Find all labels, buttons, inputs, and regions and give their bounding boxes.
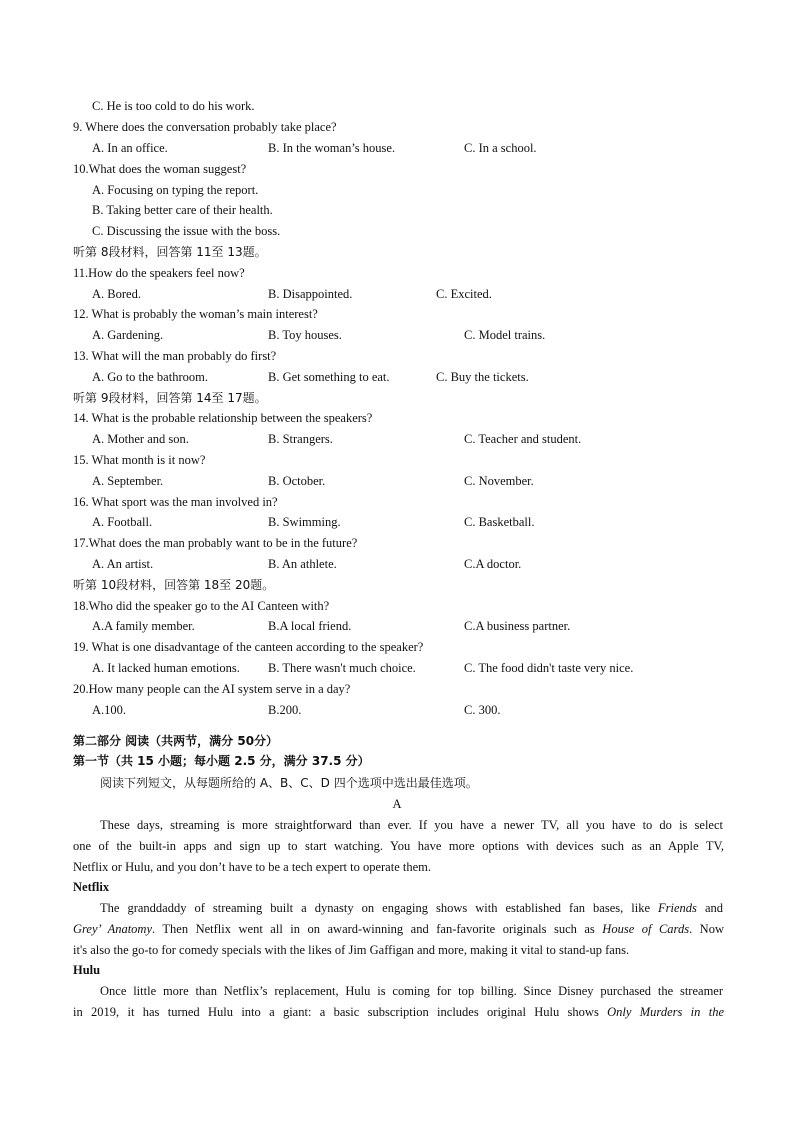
q10-option-c: C. Discussing the issue with the boss.: [92, 224, 281, 238]
q9-stem: 9. Where does the conversation probably take place?: [73, 120, 337, 134]
section-instruction-9: 听第 9段材料，回答第 14至 17题。: [73, 391, 267, 405]
q17-option-c: C.A doctor.: [464, 557, 522, 571]
q17-option-b: B. An athlete.: [268, 557, 337, 571]
passage-letter: A: [392, 797, 402, 811]
passage-line: These days, streaming is more straightforward than ever. If you have a newer TV, all you have to do is select: [100, 818, 723, 832]
q16-option-a: A. Football.: [92, 515, 153, 529]
q14-option-c: C. Teacher and student.: [464, 432, 582, 446]
reading-instruction: 阅读下列短文，从每题所给的 A、B、C、D 四个选项中选出最佳选项。: [100, 776, 478, 790]
q11-option-c: C. Excited.: [436, 287, 492, 301]
q19-stem: 19. What is one disadvantage of the canteen according to the speaker?: [73, 640, 424, 654]
q18-option-a: A.A family member.: [92, 619, 195, 633]
q13-option-c: C. Buy the tickets.: [436, 370, 529, 384]
q15-option-a: A. September.: [92, 474, 164, 488]
q9-option-c: C. In a school.: [464, 141, 537, 155]
q9-option-b: B. In the woman’s house.: [268, 141, 396, 155]
q16-option-c: C. Basketball.: [464, 515, 535, 529]
q13-option-a: A. Go to the bathroom.: [92, 370, 208, 384]
q18-option-b: B.A local friend.: [268, 619, 352, 633]
q10-option-a: A. Focusing on typing the report.: [92, 183, 259, 197]
section-instruction-10: 听第 10段材料，回答第 18至 20题。: [73, 578, 275, 592]
q9-option-a: A. In an office.: [92, 141, 168, 155]
q15-option-b: B. October.: [268, 474, 326, 488]
passage-line: The granddaddy of streaming built a dynasty on engaging shows with established fan bases, like Friends and: [100, 901, 723, 915]
q16-stem: 16. What sport was the man involved in?: [73, 495, 278, 509]
q8-option-c: C. He is too cold to do his work.: [92, 99, 255, 113]
passage-line: Grey’ Anatomy. Then Netflix went all in on award-winning and fan-favorite originals such as House of Cards. Now: [73, 922, 724, 936]
heading-netflix: Netflix: [73, 880, 110, 894]
section1-heading: 第一节（共 15 小题；每小题 2.5 分，满分 37.5 分）: [73, 754, 370, 768]
q12-option-a: A. Gardening.: [92, 328, 164, 342]
passage-line: it's also the go-to for comedy specials with the likes of Jim Gaffigan and more, making it vital to stand-up fans.: [73, 943, 630, 957]
q11-stem: 11.How do the speakers feel now?: [73, 266, 245, 280]
q11-option-a: A. Bored.: [92, 287, 141, 301]
q14-option-a: A. Mother and son.: [92, 432, 189, 446]
q10-option-b: B. Taking better care of their health.: [92, 203, 273, 217]
q16-option-b: B. Swimming.: [268, 515, 341, 529]
q12-stem: 12. What is probably the woman’s main interest?: [73, 307, 318, 321]
passage-line: in 2019, it has turned Hulu into a giant: a basic subscription includes original Hulu shows Only Murders in the: [73, 1005, 724, 1019]
q20-option-c: C. 300.: [464, 703, 501, 717]
q12-option-c: C. Model trains.: [464, 328, 546, 342]
q12-option-b: B. Toy houses.: [268, 328, 342, 342]
q20-stem: 20.How many people can the AI system serve in a day?: [73, 682, 351, 696]
q10-stem: 10.What does the woman suggest?: [73, 162, 247, 176]
q20-option-a: A.100.: [92, 703, 127, 717]
q15-stem: 15. What month is it now?: [73, 453, 206, 467]
q14-stem: 14. What is the probable relationship between the speakers?: [73, 411, 373, 425]
q13-option-b: B. Get something to eat.: [268, 370, 390, 384]
q19-option-a: A. It lacked human emotions.: [92, 661, 240, 675]
q19-option-c: C. The food didn't taste very nice.: [464, 661, 634, 675]
passage-line: one of the built-in apps and sign up to start watching. You have more options with devices such as an Apple TV,: [73, 839, 724, 853]
q18-stem: 18.Who did the speaker go to the AI Canteen with?: [73, 599, 330, 613]
q18-option-c: C.A business partner.: [464, 619, 571, 633]
heading-hulu: Hulu: [73, 963, 101, 977]
q17-option-a: A. An artist.: [92, 557, 154, 571]
part2-heading: 第二部分 阅读（共两节，满分 50分）: [73, 734, 279, 748]
q11-option-b: B. Disappointed.: [268, 287, 353, 301]
passage-line: Once little more than Netflix’s replacement, Hulu is coming for top billing. Since Disney purchased the streamer: [100, 984, 723, 998]
q13-stem: 13. What will the man probably do first?: [73, 349, 277, 363]
q19-option-b: B. There wasn't much choice.: [268, 661, 416, 675]
q14-option-b: B. Strangers.: [268, 432, 333, 446]
section-instruction-8: 听第 8段材料，回答第 11至 13题。: [73, 245, 267, 259]
q20-option-b: B.200.: [268, 703, 302, 717]
q17-stem: 17.What does the man probably want to be in the future?: [73, 536, 358, 550]
q15-option-c: C. November.: [464, 474, 534, 488]
passage-line: Netflix or Hulu, and you don’t have to be a tech expert to operate them.: [73, 860, 431, 874]
